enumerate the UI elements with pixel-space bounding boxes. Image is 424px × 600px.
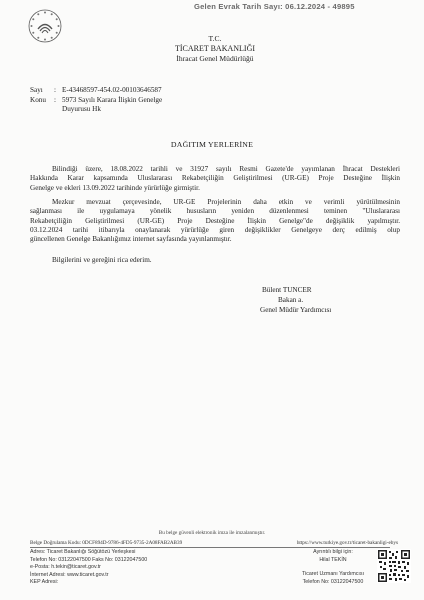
signatory-name: Bülent TUNCER	[262, 286, 312, 294]
meta-subject-value: 5973 Sayılı Karara İlişkin Genelge	[62, 96, 163, 104]
meta-number-label: Sayı	[30, 86, 43, 94]
meta-subject-value-2: Duyurusu Hk	[62, 105, 101, 113]
paragraph-2-line: Mezkur mevzuat çerçevesinde, UR-GE Projelerinin daha etkin ve verimli yürütülmesinin	[52, 198, 400, 206]
paragraph-2-line: 03.12.2024 tarihi itibarıyla onaylanarak yürürlüğe giren değişiklikler Genelgeye derç edilmiş olup	[30, 225, 400, 234]
paragraph-1-line: Bilindiği üzere, 18.08.2022 tarihli ve 31927 sayılı Resmi Gazete'de yayımlanan İhracat Destekleri	[52, 165, 400, 173]
incoming-document-stamp: Gelen Evrak Tarih Sayı: 06.12.2024 - 49895	[194, 2, 355, 11]
qr-code-icon	[377, 549, 411, 583]
verification-code: Belge Doğrulama Kodu: 0DCF894D-9786-4FD5-9735-2A08FAB2AB39	[30, 540, 183, 546]
paragraph-2-line: Rekabetçiliğin Geliştirilmesi (UR-GE) Proje Desteğine İlişkin Genelge"de değişiklik yapılmıştır.	[30, 216, 400, 225]
directorate-name: İhracat Genel Müdürlüğü	[176, 54, 254, 63]
footer-phone: Telefon No: 03122047500 Faks No: 03122047500	[30, 556, 148, 563]
footer-kep: KEP Adresi:	[30, 579, 59, 586]
state-abbreviation: T.C.	[208, 34, 222, 43]
footer-email[interactable]: e-Posta: h.tekin@ticaret.gov.tr	[30, 564, 101, 571]
footer-contact-right	[290, 549, 376, 586]
footer-address: Adres: Ticaret Bakanlığı Söğütözü Yerleşkesi	[30, 549, 136, 555]
contact-title: Ticaret Uzmanı Yardımcısı	[301, 571, 364, 578]
footer-contact-left	[30, 549, 147, 587]
ministry-logo	[28, 9, 62, 43]
verification-line	[30, 540, 398, 546]
signatory-authority: Bakan a.	[278, 296, 304, 304]
meta-number-row: Sayı : E-43468597-454.02-00103646587	[30, 86, 162, 94]
paragraph-2-line: güncellenen Genelge Bakanlığımız internet sayfasında yayınlanmıştır.	[30, 235, 232, 244]
verification-url[interactable]: https://www.turkiye.gov.tr/ticaret-bakanligi-ebys	[296, 540, 398, 546]
distribution-title: DAĞITIM YERLERİNE	[170, 140, 254, 149]
footer-web[interactable]: İnternet Adresi: www.ticaret.gov.tr	[30, 571, 109, 578]
meta-subject-row: Konu : 5973 Sayılı Karara İlişkin Genelge	[30, 96, 163, 104]
footer-divider	[30, 547, 390, 548]
meta-number-value: E-43468597-454.02-00103646587	[62, 86, 162, 94]
contact-name: Hilal TEKİN	[319, 556, 347, 563]
paragraph-1	[30, 165, 400, 193]
meta-subject-row-2	[30, 105, 101, 113]
paragraph-2	[30, 198, 400, 244]
contact-heading: Ayrıntılı bilgi için:	[313, 549, 353, 555]
paragraph-3: Bilgilerini ve gereğini rica ederim.	[52, 256, 152, 264]
signatory-position: Genel Müdür Yardımcısı	[260, 306, 332, 314]
paragraph-1-line: Hakkında Karar kapsamında Uluslararası Rekabetçiliğin Geliştirilmesi (UR-GE) Proje Desteğine İlişkin	[30, 174, 400, 183]
meta-subject-label: Konu	[30, 96, 46, 104]
ministry-name: TİCARET BAKANLIĞI	[174, 44, 256, 53]
paragraph-1-line: Genelge ve ekleri 13.09.2022 tarihinde yürürlüğe girmiştir.	[30, 183, 200, 192]
e-signature-note: Bu belge güvenli elektronik imza ile imzalanmıştır.	[158, 530, 266, 536]
contact-phone: Telefon No: 03122047500	[302, 578, 364, 585]
paragraph-2-line: sağlanması ile uygulamaya yönelik hususların yeniden düzenlenmesi teminen "Uluslararası	[30, 207, 400, 216]
